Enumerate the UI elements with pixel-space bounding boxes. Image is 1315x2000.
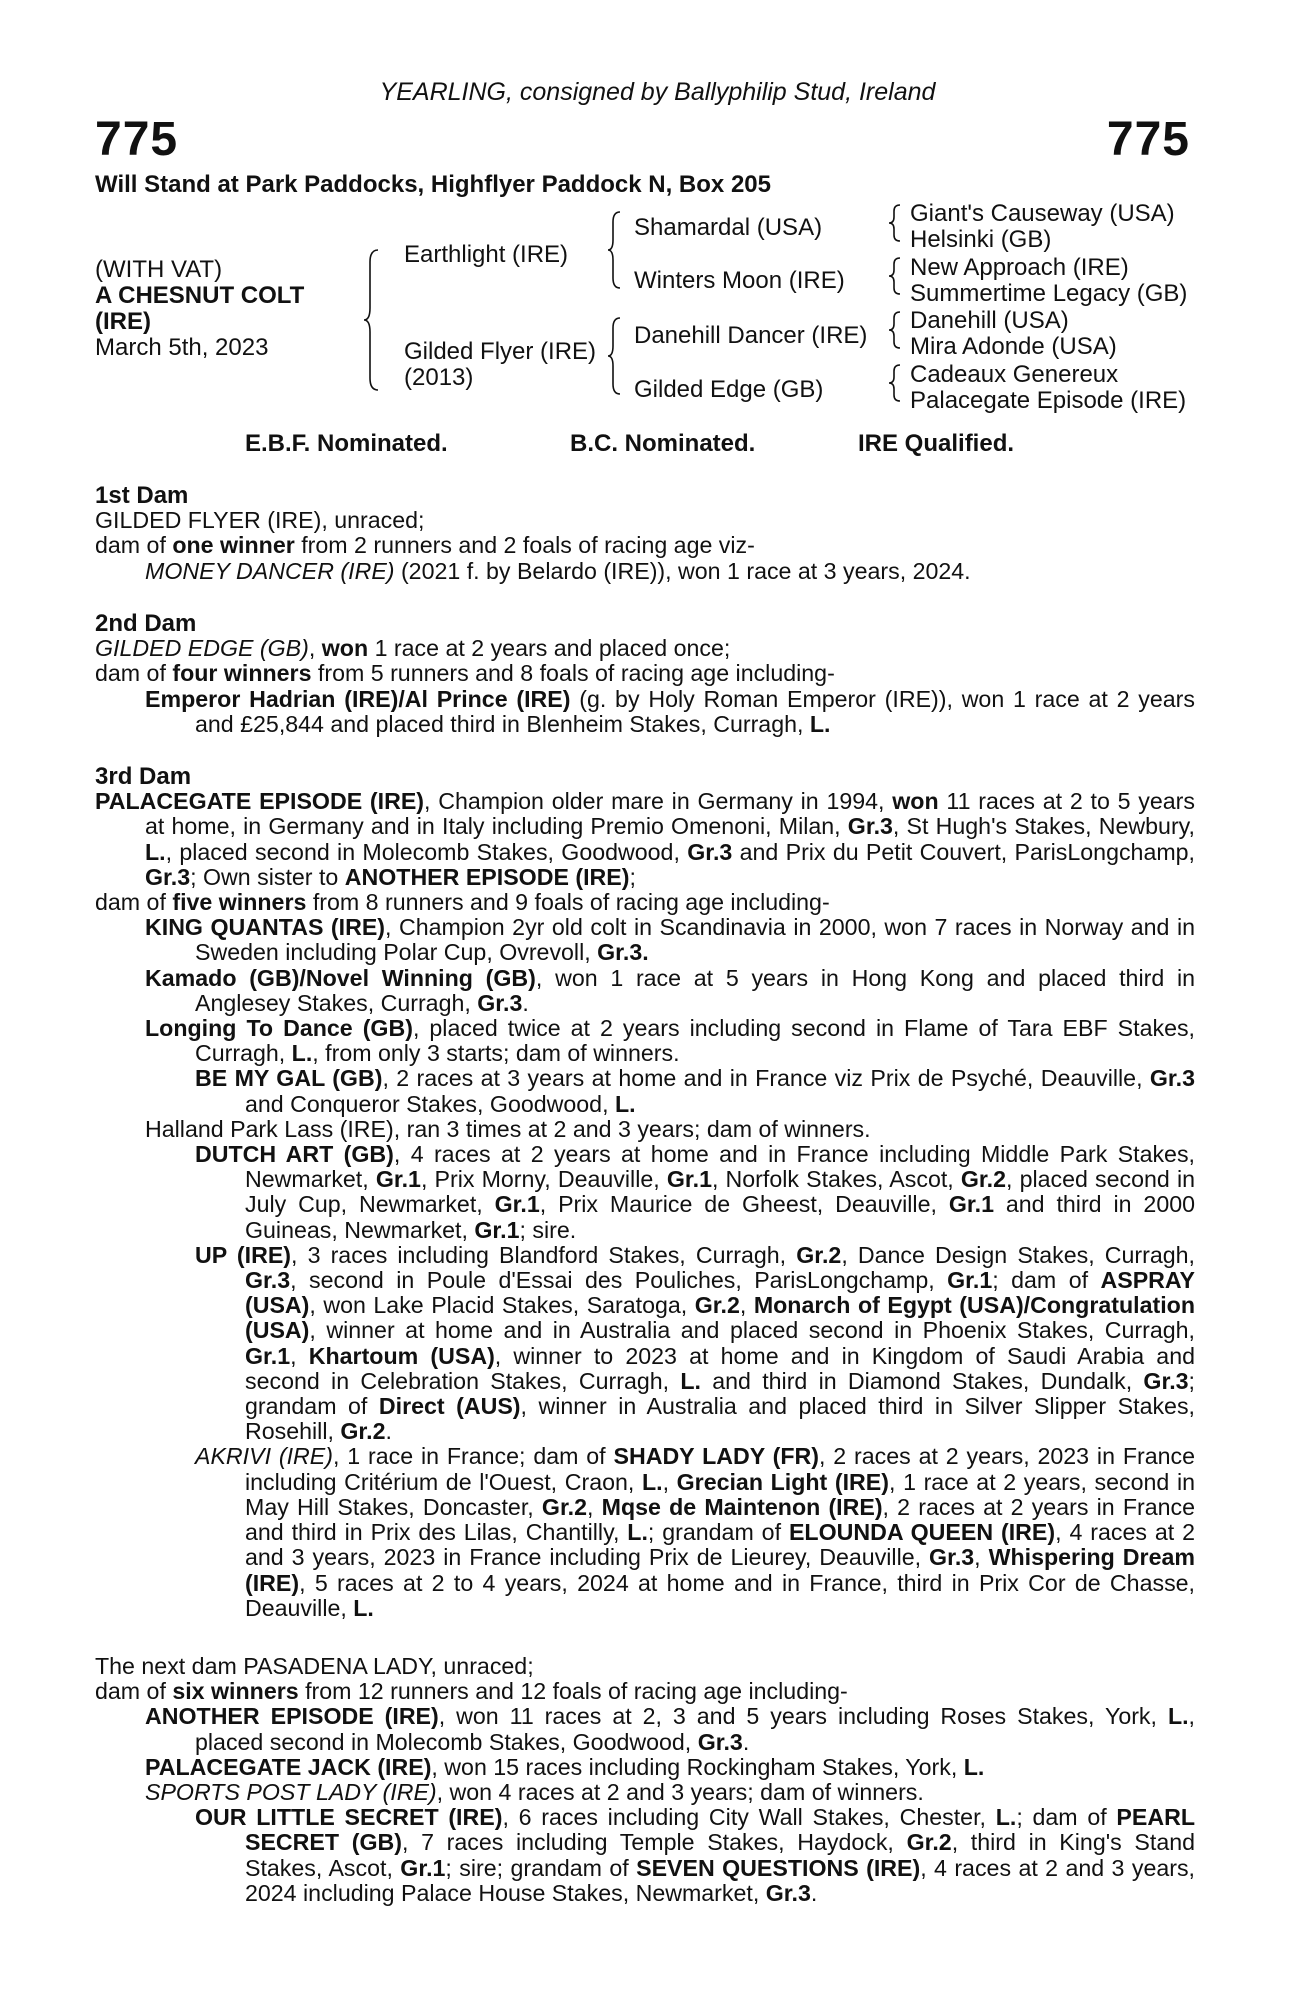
produce-sports-post-lady: SPORTS POST LADY (IRE), won 4 races at 2 and 3 years; dam of winners. — [145, 1779, 924, 1806]
produce-dutch-art: DUTCH ART (GB), 4 races at 2 years at home and in France including Middle Park Stakes, Newmarket, Gr.1, Prix Morny, Deauville, Gr.1, Norfolk Stakes, Ascot, Gr.2, placed second in July Cup, Newmarket, Gr.1, Prix Maurice de Gheest, Deauville, Gr.1 and third in 2000 Guineas, Newmarket, Gr.1; sire. — [195, 1141, 1196, 1243]
first-dam-produce-entry: MONEY DANCER (IRE) (2021 f. by Belardo (IRE)), won 1 race at 3 years, 2024. — [145, 557, 971, 584]
pedigree-brace-dam — [606, 316, 624, 396]
pedigree-brace-g1 — [888, 203, 904, 243]
pedigree-brace-g4 — [888, 363, 904, 403]
lot-number-right: 775 — [1106, 113, 1190, 166]
lot-number-left: 775 — [95, 113, 179, 166]
produce-akrivi: AKRIVI (IRE), 1 race in France; dam of SHADY LADY (FR), 2 races at 2 years, 2023 in France including Critérium de l'Ouest, Craon, L., Grecian Light (IRE), 1 race at 2 years, second in May Hill Stakes, Doncaster, Gr.2, Mqse de Maintenon (IRE), 2 races at 2 years in France and third in Prix des Lilas, Chantilly, L.; grandam of ELOUNDA QUEEN (IRE), 4 races at 2 and 3 years, 2023 in France including Prix de Lieurey, Deauville, Gr.3, Whispering Dream (IRE), 5 races at 2 to 4 years, 2024 at home and in France, third in Prix Cor de Chasse, Deauville, L. — [195, 1443, 1196, 1621]
ire-qualified: IRE Qualified. — [858, 430, 1015, 457]
first-dam-section — [95, 483, 1195, 584]
third-dam-section — [95, 764, 1195, 1621]
produce-longing-to-dance: Longing To Dance (GB), placed twice at 2 years including second in Flame of Tara EBF Stakes, Curragh, L., from only 3 starts; dam of winners. — [145, 1015, 1196, 1067]
consignor-line: YEARLING, consigned by Ballyphilip Stud, Ireland — [379, 78, 936, 106]
pedigree-brace-sire — [606, 210, 624, 290]
ancestor-5: Danehill (USA) — [910, 307, 1069, 334]
second-dam-produce-summary: dam of four winners from 5 runners and 8 foals of racing age including- — [95, 660, 835, 687]
foaling-date: March 5th, 2023 — [95, 334, 269, 361]
pedigree-brace-g2 — [888, 256, 904, 296]
pedigree-brace-g3 — [888, 310, 904, 350]
next-dam-section — [95, 1654, 1195, 1906]
second-dam-line: GILDED EDGE (GB), won 1 race at 2 years and placed once; — [95, 635, 731, 662]
produce-king-quantas: KING QUANTAS (IRE), Champion 2yr old colt in Scandinavia in 2000, won 7 races in Norway and in Sweden including Polar Cup, Ovrevoll, Gr.3. — [145, 914, 1196, 966]
dam-dam-name: Gilded Edge (GB) — [634, 376, 824, 403]
next-dam-produce-summary: dam of six winners from 12 runners and 12 foals of racing age including- — [95, 1678, 848, 1705]
dam-year: (2013) — [404, 364, 474, 391]
bc-nominated: B.C. Nominated. — [570, 430, 756, 457]
sire-name: Earthlight (IRE) — [404, 241, 569, 268]
stand-location: Will Stand at Park Paddocks, Highflyer Paddock N, Box 205 — [95, 171, 771, 198]
ancestor-7: Cadeaux Genereux — [910, 361, 1119, 388]
ancestor-3: New Approach (IRE) — [910, 254, 1129, 281]
first-dam-produce-summary: dam of one winner from 2 runners and 2 foals of racing age viz- — [95, 532, 755, 559]
produce-up: UP (IRE), 3 races including Blandford Stakes, Curragh, Gr.2, Dance Design Stakes, Curragh, Gr.3, second in Poule d'Essai des Pouliches, ParisLongchamp, Gr.1; dam of ASPRAY (USA), won Lake Placid Stakes, Saratoga, Gr.2, Monarch of Egypt (USA)/Congratulation (USA), winner at home and in Australia and placed second in Phoenix Stakes, Curragh, Gr.1, Khartoum (USA), winner to 2023 at home and in Kingdom of Saudi Arabia and second in Celebration Stakes, Curragh, L. and third in Diamond Stakes, Dundalk, Gr.3; grandam of Direct (AUS), winner in Australia and placed third in Silver Slipper Stakes, Rosehill, Gr.2. — [195, 1241, 1195, 1445]
ancestor-2: Helsinki (GB) — [910, 226, 1052, 253]
produce-our-little-secret: OUR LITTLE SECRET (IRE), 6 races including City Wall Stakes, Chester, L.; dam of PEARL SECRET (GB), 7 races including Temple Stakes, Haydock, Gr.2, third in King's Stand Stakes, Ascot, Gr.1; sire; grandam of SEVEN QUESTIONS (IRE), 4 races at 2 and 3 years, 2024 including Palace House Stakes, Newmarket, Gr.3. — [195, 1804, 1196, 1906]
ancestor-8: Palacegate Episode (IRE) — [910, 387, 1187, 414]
third-dam-heading: 3rd Dam — [95, 763, 192, 790]
horse-country: (IRE) — [95, 308, 151, 335]
second-dam-produce-entry: Emperor Hadrian (IRE)/Al Prince (IRE) (g. by Holy Roman Emperor (IRE)), won 1 race at 2 years and £25,844 and placed third in Blenheim Stakes, Curragh, L. — [145, 685, 1195, 737]
pedigree-brace-main — [362, 248, 382, 392]
third-dam-produce-summary: dam of five winners from 8 runners and 9 foals of racing age including- — [95, 889, 830, 916]
produce-be-my-gal: BE MY GAL (GB), 2 races at 3 years at home and in France viz Prix de Psyché, Deauville, Gr.3 and Conqueror Stakes, Goodwood, L. — [195, 1065, 1196, 1117]
vat-label: (WITH VAT) — [95, 256, 223, 283]
ebf-nominated: E.B.F. Nominated. — [245, 430, 448, 457]
second-dam-section — [95, 611, 1195, 737]
ancestor-6: Mira Adonde (USA) — [910, 333, 1117, 360]
first-dam-heading: 1st Dam — [95, 482, 189, 509]
ancestor-1: Giant's Causeway (USA) — [910, 200, 1175, 227]
sire-dam-name: Winters Moon (IRE) — [634, 267, 845, 294]
produce-another-episode: ANOTHER EPISODE (IRE), won 11 races at 2, 3 and 5 years including Roses Stakes, York, L., placed second in Molecomb Stakes, Goodwood, Gr.3. — [145, 1703, 1195, 1755]
horse-name: A CHESNUT COLT — [95, 282, 305, 309]
dam-name: Gilded Flyer (IRE) — [404, 338, 597, 365]
first-dam-line: GILDED FLYER (IRE), unraced; — [95, 507, 425, 534]
sire-sire-name: Shamardal (USA) — [634, 214, 823, 241]
next-dam-line: The next dam PASADENA LADY, unraced; — [95, 1653, 534, 1679]
produce-palacegate-jack: PALACEGATE JACK (IRE), won 15 races including Rockingham Stakes, York, L. — [145, 1753, 985, 1780]
ancestor-4: Summertime Legacy (GB) — [910, 280, 1188, 307]
produce-halland-park-lass: Halland Park Lass (IRE), ran 3 times at 2 and 3 years; dam of winners. — [145, 1115, 871, 1142]
third-dam-record: PALACEGATE EPISODE (IRE), Champion older mare in Germany in 1994, won 11 races at 2 to 5 years at home, in Germany and in Italy including Premio Omenoni, Milan, Gr.3, St Hugh's Stakes, Newbury, L., placed second in Molecomb Stakes, Goodwood, Gr.3 and Prix du Petit Couvert, ParisLongchamp, Gr.3; Own sister to ANOTHER EPISODE (IRE); — [95, 788, 1195, 890]
second-dam-heading: 2nd Dam — [95, 610, 197, 637]
dam-sire-name: Danehill Dancer (IRE) — [634, 322, 868, 349]
produce-kamado: Kamado (GB)/Novel Winning (GB), won 1 race at 5 years in Hong Kong and placed third in Anglesey Stakes, Curragh, Gr.3. — [145, 964, 1195, 1016]
